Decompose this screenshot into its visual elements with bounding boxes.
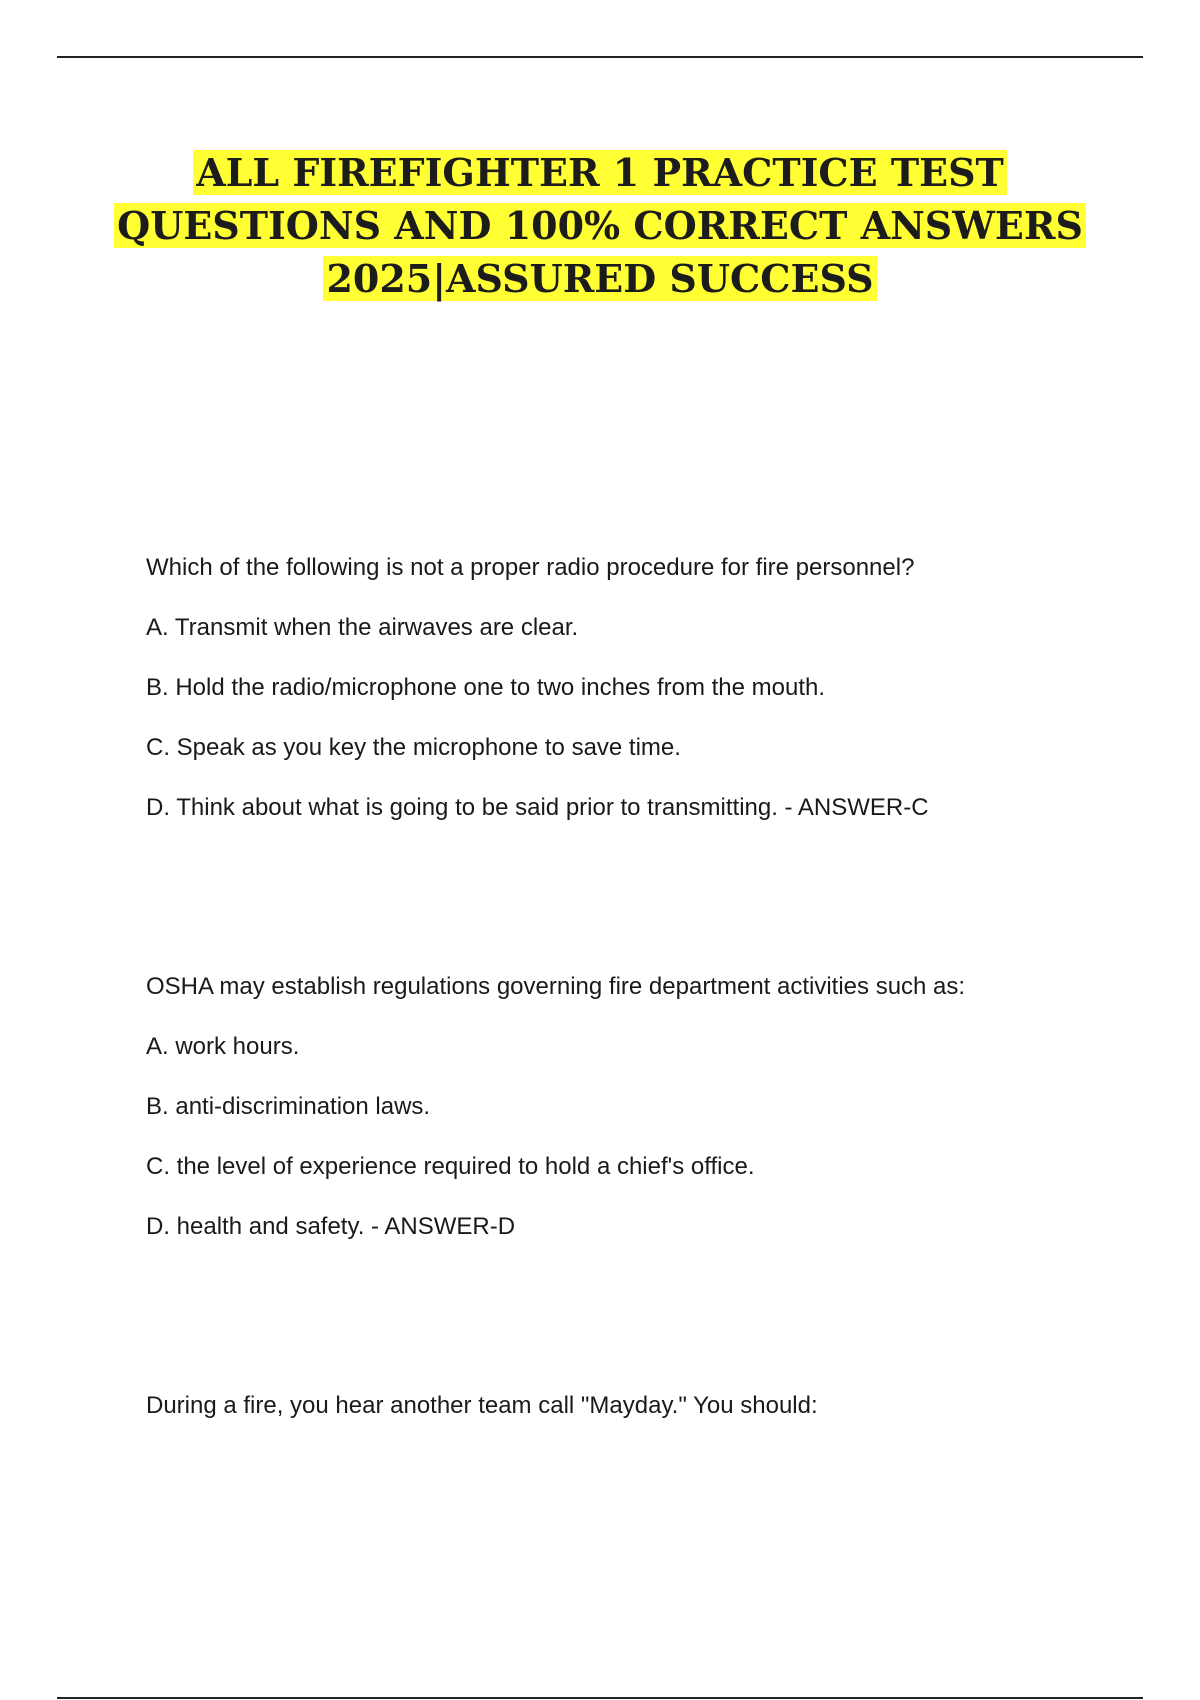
- option-a: A. work hours.: [146, 1033, 300, 1060]
- title-line-2: QUESTIONS AND 100% CORRECT ANSWERS: [114, 203, 1086, 248]
- option-d-with-answer: D. health and safety. - ANSWER-D: [146, 1213, 516, 1240]
- title-line-1: ALL FIREFIGHTER 1 PRACTICE TEST: [193, 150, 1007, 195]
- option-a: A. Transmit when the airwaves are clear.: [146, 614, 579, 641]
- bottom-rule: [57, 1697, 1143, 1699]
- question-stem: During a fire, you hear another team call "Mayday." You should:: [146, 1392, 818, 1419]
- option-b: B. anti-discrimination laws.: [146, 1093, 431, 1120]
- title-line-3: 2025|ASSURED SUCCESS: [323, 256, 876, 301]
- document-title: [0, 146, 1200, 305]
- top-rule: [57, 56, 1143, 58]
- question-2: [146, 973, 1146, 1241]
- option-b: B. Hold the radio/microphone one to two inches from the mouth.: [146, 674, 826, 701]
- option-d-with-answer: D. Think about what is going to be said prior to transmitting. - ANSWER-C: [146, 794, 929, 821]
- question-stem: Which of the following is not a proper radio procedure for fire personnel?: [146, 554, 915, 581]
- option-c: C. Speak as you key the microphone to save time.: [146, 734, 681, 761]
- question-3: [146, 1392, 1146, 1420]
- question-1: [146, 554, 1146, 822]
- option-c: C. the level of experience required to hold a chief's office.: [146, 1153, 755, 1180]
- question-stem: OSHA may establish regulations governing fire department activities such as:: [146, 973, 966, 1000]
